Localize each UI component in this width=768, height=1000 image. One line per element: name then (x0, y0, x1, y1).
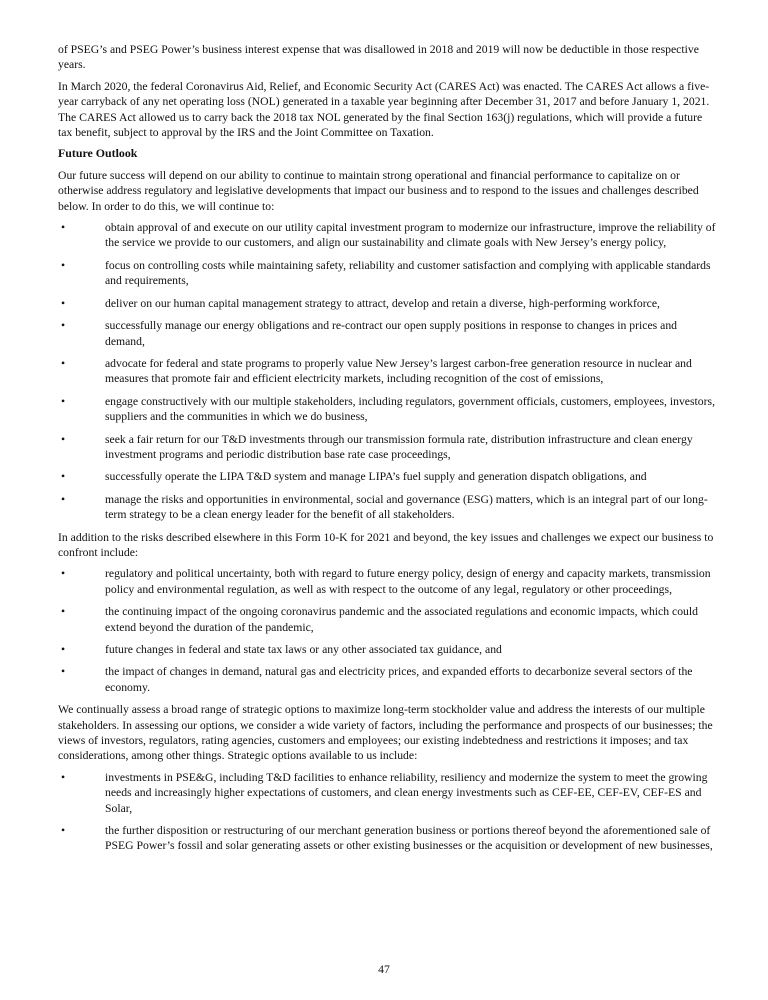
bullet-icon: • (61, 394, 66, 408)
bullet-icon: • (61, 492, 66, 506)
bullet-icon: • (61, 319, 66, 333)
list-item: • focus on controlling costs while maintaining safety, reliability and customer satisfaction and complying with applicable standards and requirements, (61, 258, 711, 288)
list-item: • manage the risks and opportunities in environmental, social and governance (ESG) matters, which is an integral part of our long-term strategy to be a clean energy leader for the benefit of all stakeholders. (61, 492, 708, 522)
bullet-icon: • (61, 605, 66, 619)
list-item: • engage constructively with our multiple stakeholders, including regulators, government officials, customers, employees, investors, suppliers and the communities in which we do business, (61, 394, 715, 424)
list-item: • seek a fair return for our T&D investments through our transmission formula rate, distribution infrastructure and clean energy investment programs and periodic distribution base rate case proceedings, (61, 432, 693, 461)
list-item: • deliver on our human capital management strategy to attract, develop and retain a diverse, high-performing workforce, (61, 296, 660, 310)
bullet-icon: • (61, 665, 66, 679)
list-item: • the impact of changes in demand, natural gas and electricity prices, and expanded efforts to decarbonize several sectors of the economy. (61, 665, 693, 694)
bullet-icon: • (61, 432, 66, 446)
section-heading-future-outlook: Future Outlook (58, 146, 138, 161)
bullet-icon: • (61, 643, 66, 656)
bullet-icon: • (61, 356, 66, 370)
paragraph-outlook-intro: Our future success will depend on our ability to continue to maintain strong operational and financial performance to capitalize on or otherwise address regulatory and legislative developments that impact our business and to respond to the issues and challenges described below. In order to do this, we will continue to: (58, 168, 699, 213)
paragraph-cares-act: In March 2020, the federal Coronavirus Aid, Relief, and Economic Security Act (CARES Act) was enacted. The CARES Act allows a five-year carryback of any net operating loss (NOL) generated in a taxable year beginning after December 31, 2017 and before January 1, 2021. The CARES Act allowed us to carry back the 2018 tax NOL generated by the final Section 163(j) regulations, which will provide a future tax benefit, subject to approval by the IRS and the Joint Committee on Taxation. (58, 79, 710, 140)
list-item: • the further disposition or restructuring of our merchant generation business or portions thereof beyond the aforementioned sale of PSEG Power’s fossil and solar generating assets or other existing businesses or the acquisition or development of new businesses, (61, 824, 713, 853)
list-item: • successfully manage our energy obligations and re-contract our open supply positions in response to changes in prices and demand, (61, 319, 678, 348)
paragraph-interest-expense: of PSEG’s and PSEG Power’s business interest expense that was disallowed in 2018 and 2019 will now be deductible in those respective years. (58, 43, 699, 72)
outlook-bullet-list (58, 220, 718, 523)
list-item: • obtain approval of and execute on our utility capital investment program to modernize our infrastructure, improve the reliability of the service we provide to our customers, and align our sustainability and climate goals with New Jersey’s energy policy, (61, 221, 716, 250)
bullet-icon: • (61, 258, 66, 272)
bullet-icon: • (61, 221, 66, 235)
page-number: 47 (378, 963, 390, 976)
bullet-icon: • (61, 567, 66, 581)
list-item: • the continuing impact of the ongoing coronavirus pandemic and the associated regulations and economic impacts, which could extend beyond the duration of the pandemic, (61, 605, 698, 634)
paragraph-strategy-intro: We continually assess a broad range of strategic options to maximize long-term stockholder value and address the interests of our multiple stakeholders. In assessing our options, we consider a wide variety of factors, including the performance and prospects of our businesses; the views of investors, regulators, rating agencies, customers and employees; our existing indebtedness and restrictions it imposes; and tax considerations, among other things. Strategic options available to us include: (58, 703, 713, 763)
paragraph-challenges-intro: In addition to the risks described elsewhere in this Form 10-K for 2021 and beyond, the key issues and challenges we expect our business to confront include: (58, 530, 714, 559)
challenges-bullet-list (58, 566, 718, 695)
list-item: • advocate for federal and state programs to properly value New Jersey’s largest carbon-free generation resource in nuclear and measures that promote fair and efficient electricity markets, including recognition of the cost of emissions, (61, 356, 692, 386)
list-item: • successfully operate the LIPA T&D system and manage LIPA’s fuel supply and generation dispatch obligations, and (61, 470, 647, 484)
list-item: • investments in PSE&G, including T&D facilities to enhance reliability, resiliency and modernize the system to meet the growing needs and increasingly higher expectations of customers, and clean energy investments such as CEF-EE, CEF-EV, CEF-ES and Solar, (61, 770, 708, 815)
document-body (58, 42, 718, 861)
list-item: • regulatory and political uncertainty, both with regard to future energy policy, design of energy and capacity markets, transmission policy and environmental regulation, as well as with respect to the outcome of any legal, regulatory or other proceedings, (61, 567, 711, 596)
bullet-icon: • (61, 824, 66, 838)
strategy-bullet-list (58, 770, 718, 854)
bullet-icon: • (61, 770, 66, 784)
list-item: • future changes in federal and state tax laws or any other associated tax guidance, and (61, 643, 502, 656)
bullet-icon: • (61, 296, 66, 310)
bullet-icon: • (61, 470, 66, 484)
